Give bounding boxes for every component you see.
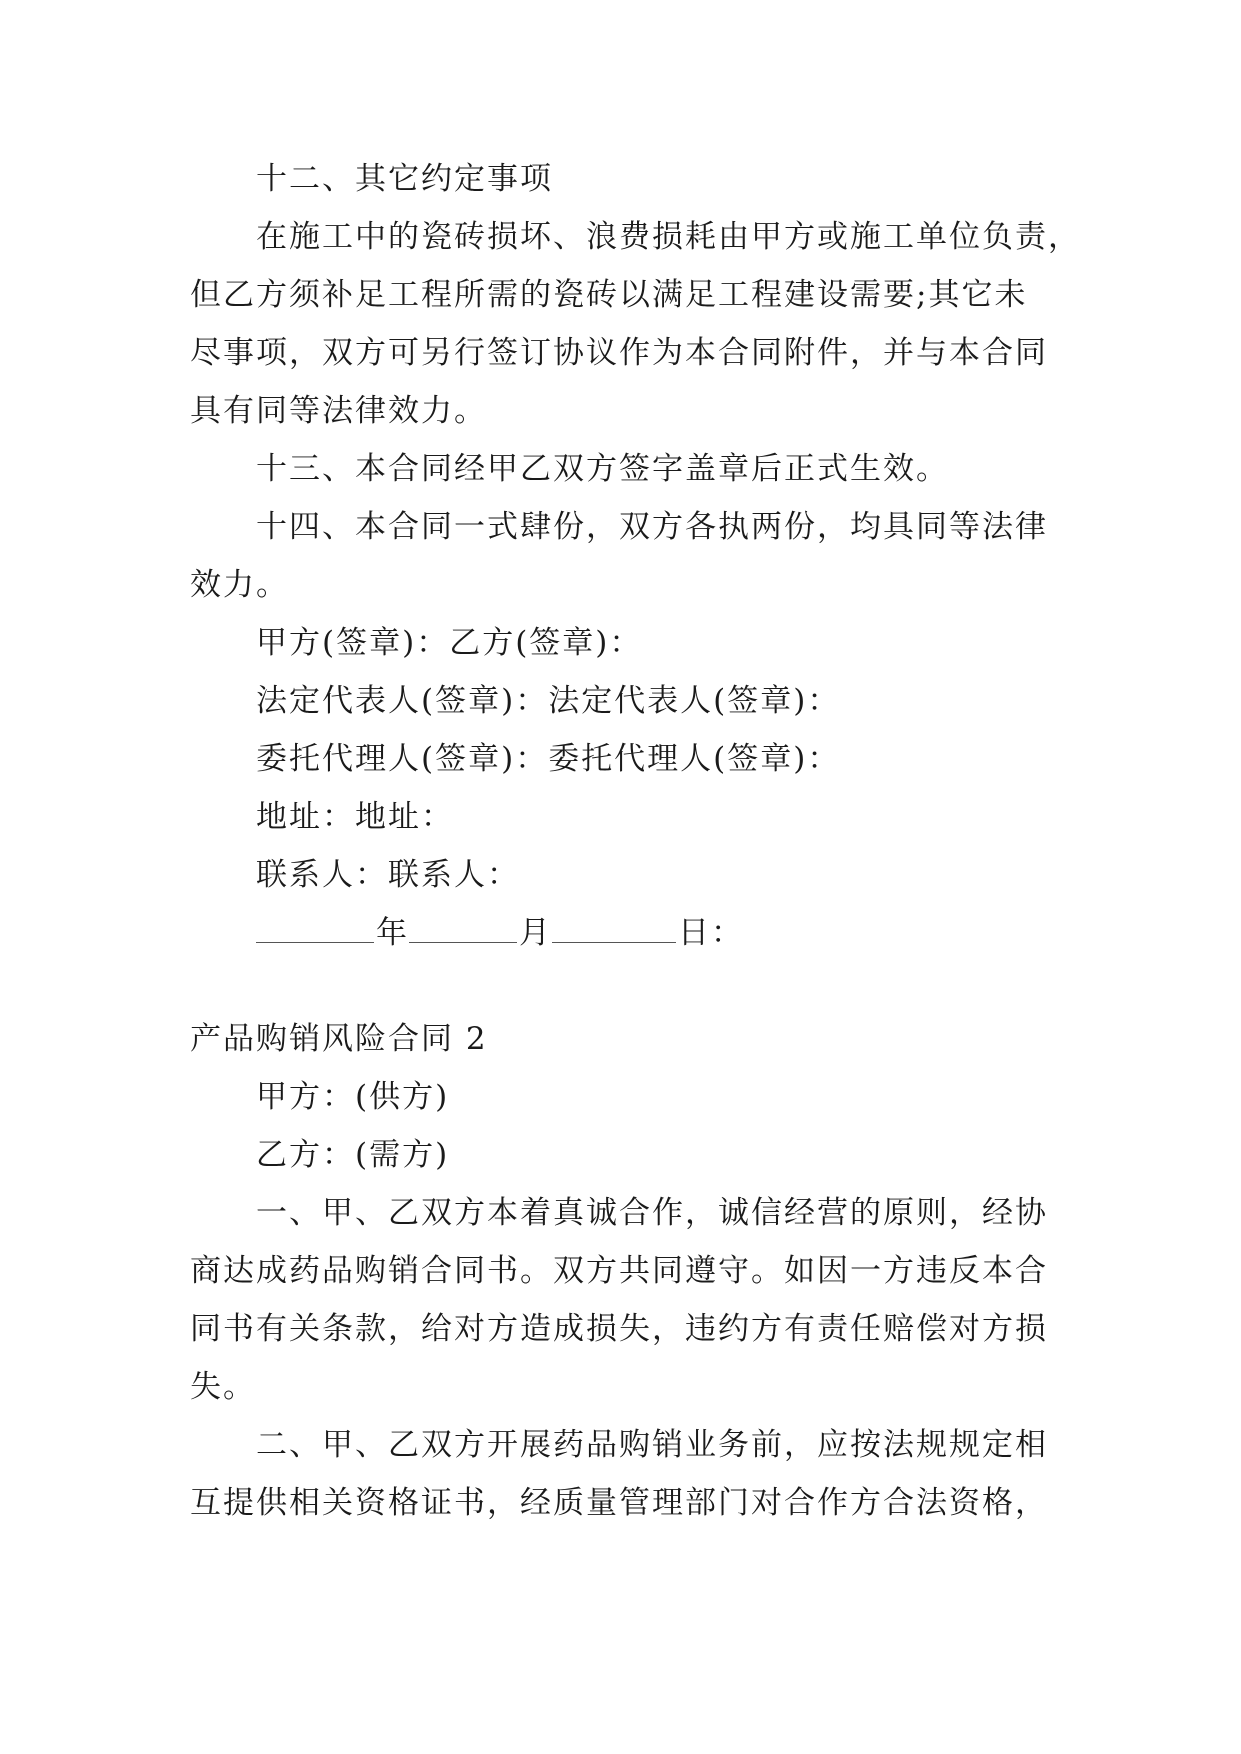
clause-1-line: 同书有关条款，给对方造成损失，违约方有责任赔偿对方损 (190, 1311, 1048, 1347)
date-year-label: 年 (376, 915, 409, 951)
date-month-blank (409, 912, 517, 943)
clause-1-line: 失。 (190, 1369, 256, 1405)
signature-agent: 委托代理人(签章)：委托代理人(签章)： (256, 741, 841, 777)
document-page (190, 150, 1081, 1532)
signature-legal-rep: 法定代表人(签章)：法定代表人(签章)： (256, 683, 841, 719)
date-day-blank (552, 912, 676, 943)
section-12-para-line: 尽事项，双方可另行签订协议作为本合同附件，并与本合同 (190, 335, 1048, 371)
section-13: 十三、本合同经甲乙双方签字盖章后正式生效。 (256, 451, 949, 487)
clause-1-line: 商达成药品购销合同书。双方共同遵守。如因一方违反本合 (190, 1253, 1048, 1289)
signature-date (190, 904, 1070, 962)
date-day-label: 日： (678, 915, 744, 951)
section-12-para-line: 但乙方须补足工程所需的瓷砖以满足工程建设需要;其它未 (190, 277, 1028, 313)
section-14-line: 十四、本合同一式肆份，双方各执两份，均具同等法律 (256, 509, 1048, 545)
section-spacer (190, 962, 1070, 1010)
section-12-para-line: 具有同等法律效力。 (190, 393, 487, 429)
clause-1-line: 一、甲、乙双方本着真诚合作，诚信经营的原则，经协 (256, 1195, 1048, 1231)
contract-2-title: 产品购销风险合同 2 (190, 1021, 488, 1057)
clause-2-line: 互提供相关资格证书，经质量管理部门对合作方合法资格， (190, 1485, 1048, 1521)
date-month-label: 月 (519, 915, 552, 951)
clause-2-line: 二、甲、乙双方开展药品购销业务前，应按法规规定相 (256, 1427, 1048, 1463)
contract-2-party-a: 甲方：(供方) (256, 1079, 450, 1115)
section-12-heading: 十二、其它约定事项 (256, 161, 553, 197)
section-12-para-line: 在施工中的瓷砖损坏、浪费损耗由甲方或施工单位负责， (256, 219, 1081, 255)
section-14-line: 效力。 (190, 567, 289, 603)
signature-parties: 甲方(签章)：乙方(签章)： (256, 625, 643, 661)
signature-contact: 联系人：联系人： (256, 857, 520, 893)
contract-2-party-b: 乙方：(需方) (256, 1137, 450, 1173)
date-year-blank (256, 912, 374, 943)
signature-address: 地址：地址： (256, 799, 454, 835)
